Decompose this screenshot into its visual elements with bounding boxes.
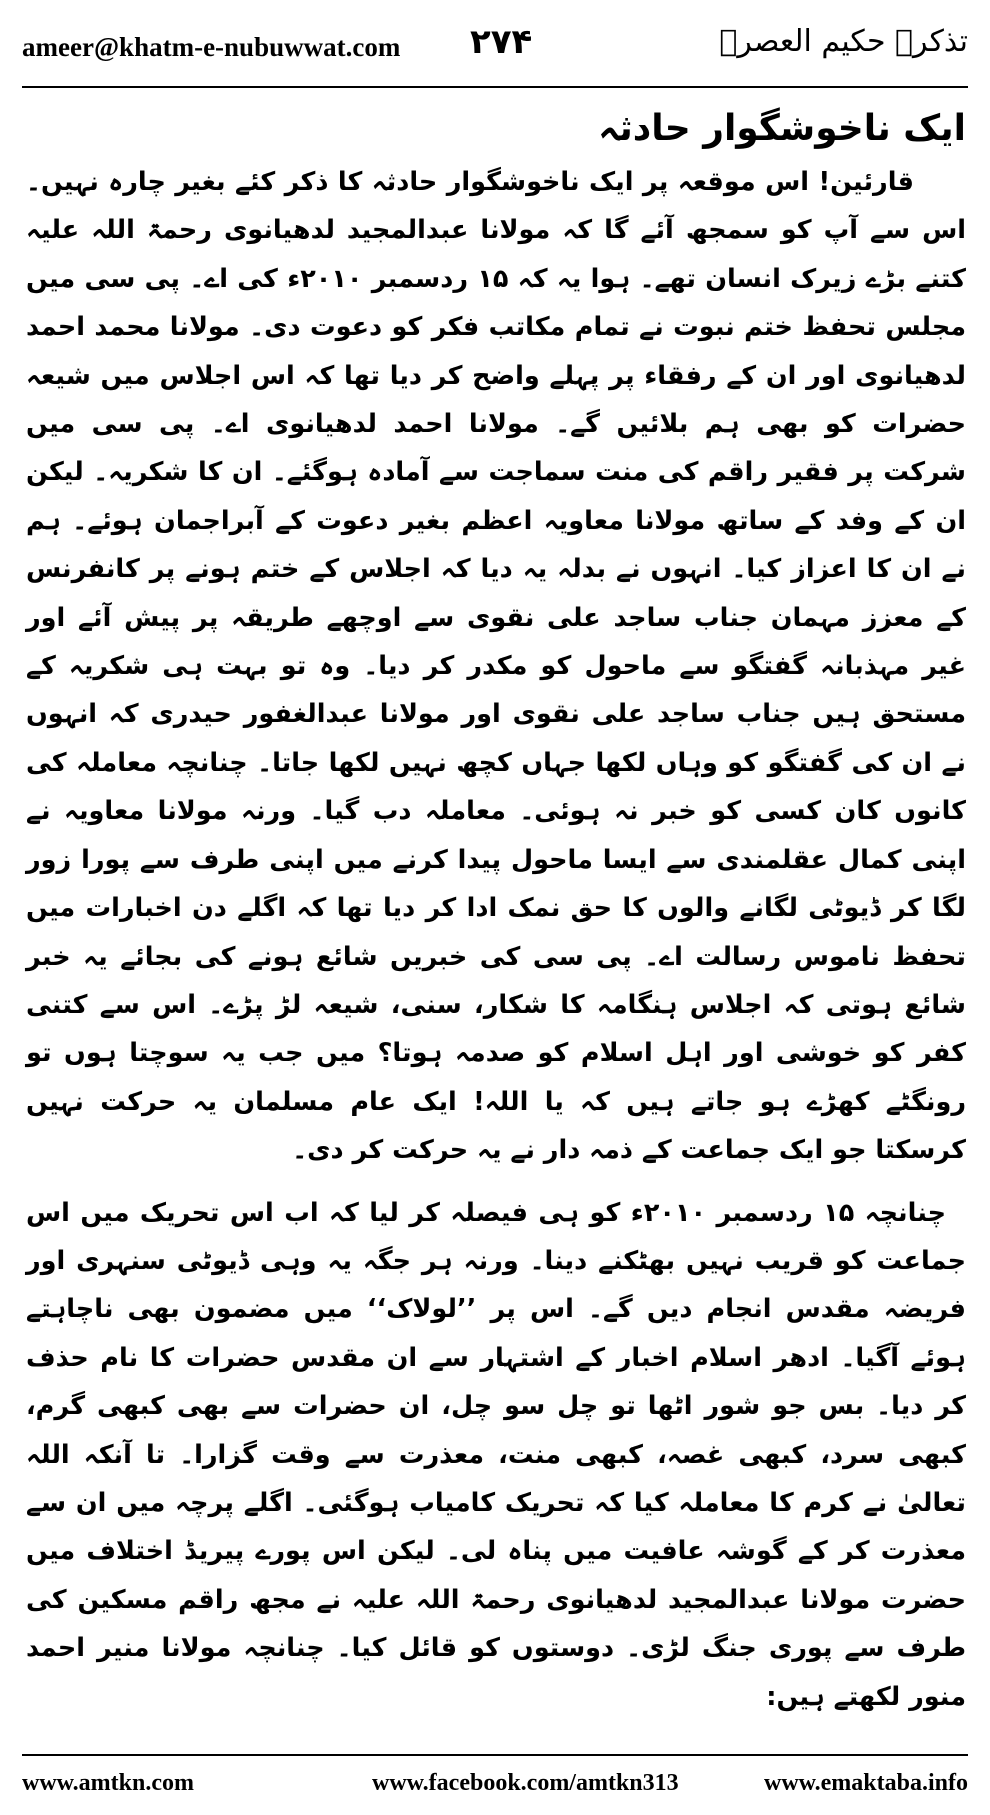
page-footer (22, 1768, 968, 1802)
footer-link-facebook[interactable]: www.facebook.com/amtkn313 (372, 1770, 679, 1796)
footer-divider (22, 1754, 968, 1756)
header-divider (22, 86, 968, 88)
paragraph-1: قارئین! اس موقعہ پر ایک ناخوشگوار حادثہ کا ذکر کئے بغیر چارہ نہیں۔ اس سے آپ کو سمجھ آئے گا کہ مولانا عبدالمجید لدھیانوی رحمۃ اللہ علیہ کتنے بڑے زیرک انسان تھے۔ ہوا یہ کہ ۱۵ ردسمبر ۲۰۱۰ء کی اے۔ پی سی میں مجلس تحفظ ختم نبوت نے تمام مکاتب فکر کو دعوت دی۔ مولانا محمد احمد لدھیانوی اور ان کے رفقاء پر پہلے واضح کر دیا تھا کہ اس اجلاس میں شیعہ حضرات کو بھی ہم بلائیں گے۔ مولانا احمد لدھیانوی اے۔ پی سی میں شرکت پر فقیر راقم کی منت سماجت سے آمادہ ہوگئے۔ ان کا شکریہ۔ لیکن ان کے وفد کے ساتھ مولانا معاویہ اعظم بغیر دعوت کے آبراجمان ہوئے۔ ہم نے ان کا اعزاز کیا۔ انہوں نے بدلہ یہ دیا کہ اجلاس کے ختم ہونے پر کانفرنس کے معزز مہمان جناب ساجد علی نقوی سے اوچھے طریقہ پر پیش آئے اور غیر مہذبانہ گفتگو سے ماحول کو مکدر کر دیا۔ وہ تو بہت ہی شکریہ کے مستحق ہیں جناب ساجد علی نقوی اور مولانا عبدالغفور حیدری کہ انہوں نے ان کی گفتگو کو وہاں لکھا جہاں کچھ نہیں لکھا جاتا۔ چنانچہ معاملہ کی کانوں کان کسی کو خبر نہ ہوئی۔ معاملہ دب گیا۔ ورنہ مولانا معاویہ نے اپنی کمال عقلمندی سے ایسا ماحول پیدا کرنے میں اپنی طرف سے پورا زور لگا کر ڈیوٹی لگانے والوں کا حق نمک ادا کر دیا تھا کہ اگلے دن اخبارات میں تحفظ ناموس رسالت اے۔ پی سی کی خبریں شائع ہونے کی بجائے یہ خبر شائع ہوتی کہ اجلاس ہنگامہ کا شکار، سنی، شیعہ لڑ پڑے۔ اس سے کتنی کفر کو خوشی اور اہل اسلام کو صدمہ ہوتا؟ میں جب یہ سوچتا ہوں تو رونگٹے کھڑے ہو جاتے ہیں کہ یا اللہ! ایک عام مسلمان یہ حرکت نہیں کرسکتا جو ایک جماعت کے ذمہ دار نے یہ حرکت کر دی۔ (26, 167, 966, 1166)
page-header (22, 14, 968, 78)
paragraph-2: چنانچہ ۱۵ ردسمبر ۲۰۱۰ء کو ہی فیصلہ کر لیا کہ اب اس تحریک میں اس جماعت کو قریب نہیں بھٹکنے دینا۔ ورنہ ہر جگہ یہ وہی ڈیوٹی سنہری اور فریضہ مقدس انجام دیں گے۔ اس پر ’’لولاک‘‘ میں مضمون بھی ناچاہتے ہوئے آگیا۔ ادھر اسلام اخبار کے اشتہار سے ان مقدس حضرات کا نام حذف کر دیا۔ بس جو شور اٹھا تو چل سو چل، ان حضرات سے بھی کبھی گرم، کبھی سرد، کبھی غصہ، کبھی منت، معذرت سے وقت گزارا۔ تا آنکہ اللہ تعالیٰ نے کرم کا معاملہ کیا کہ تحریک کامیاب ہوگئی۔ اگلے پرچہ میں ان سے معذرت کر کے گوشہ عافیت میں پناہ لی۔ لیکن اس پورے پیریڈ اختلاف میں حضرت مولانا عبدالمجید لدھیانوی رحمۃ اللہ علیہ نے مجھ راقم مسکین کی طرف سے پوری جنگ لڑی۔ دوستوں کو قائل کیا۔ چنانچہ مولانا منیر احمد منور لکھتے ہیں: (26, 1197, 966, 1712)
article-body (26, 100, 966, 1721)
footer-link-emaktaba[interactable]: www.emaktaba.info (763, 1770, 968, 1796)
section-heading: ایک ناخوشگوار حادثہ (598, 108, 966, 149)
footer-link-amtkn[interactable]: www.amtkn.com (22, 1770, 194, 1796)
book-title: تذکرہ حکیم العصرؒ (719, 24, 968, 59)
page-number: ۲۷۴ (470, 22, 533, 62)
header-email: ameer@khatm-e-nubuwwat.com (22, 32, 401, 62)
